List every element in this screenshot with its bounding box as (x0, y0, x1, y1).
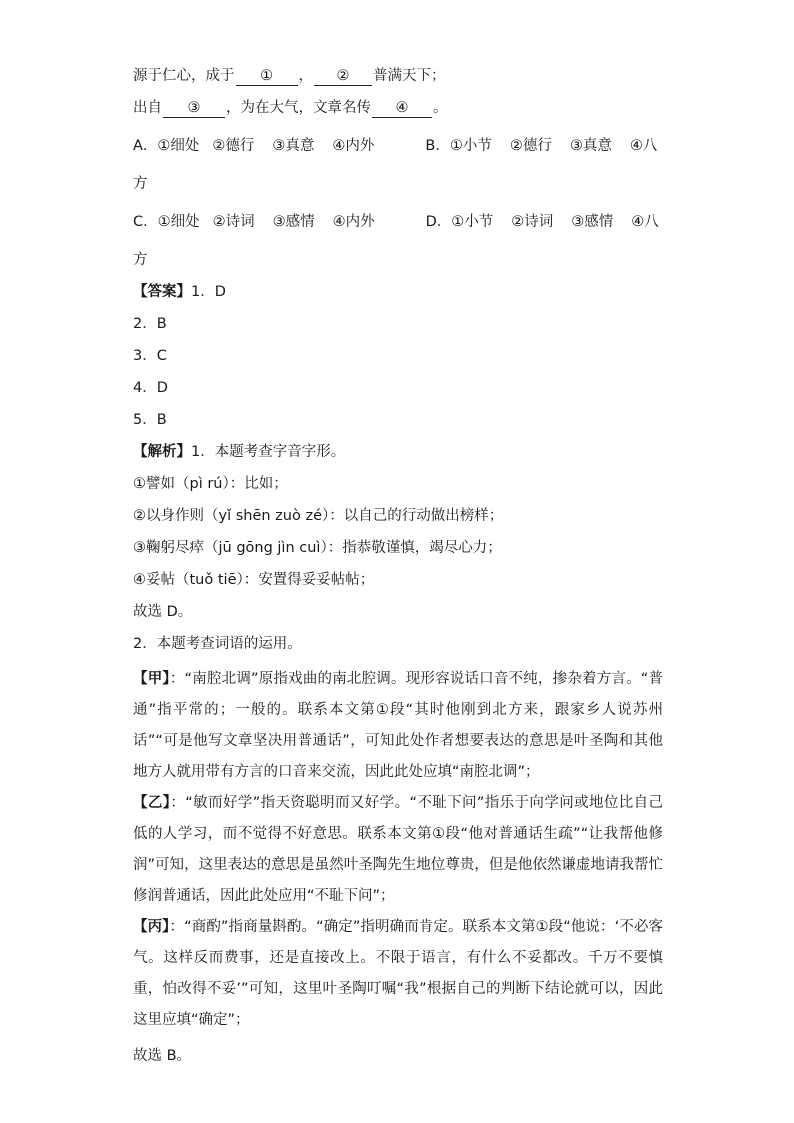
option-a-3: ③真意 (272, 138, 315, 154)
analysis-paragraph-yi (133, 788, 663, 912)
answer-item: 5．B (133, 412, 167, 428)
option-c-3: ③感情 (272, 214, 315, 230)
option-b-label: B． (425, 138, 450, 154)
option-d-3: ③感情 (571, 214, 614, 230)
answer-item: 4．D (133, 380, 168, 396)
verse-text: 源于仁心，成于 (133, 68, 235, 84)
option-a-2: ②德行 (212, 138, 255, 154)
option-d-1: ①小节 (451, 214, 494, 230)
answer-item: 2．B (133, 316, 167, 332)
blank-1: ① (236, 67, 298, 86)
analysis-text: 1．本题考查字音字形。 (191, 444, 346, 460)
option-d-2: ②诗词 (511, 214, 554, 230)
answer-item: 3．C (133, 348, 167, 364)
analysis-line (133, 440, 663, 464)
option-b-3: ③真意 (569, 138, 612, 154)
option-d-label: D． (425, 214, 452, 230)
analysis-text: 故选 D。 (133, 604, 193, 620)
paragraph-text: ：“南腔北调”原指戏曲的南北腔调。现形容说话口音不纯，掺杂着方言。“普通”指平常的；一般的。联系本文第①段“其时他刚到北方来，跟家乡人说苏州话”“可是他写文章坚决用普通话”，可知此处作者想要表达的意思是叶圣陶和其他地方人就用带有方言的口音来交流，因此此处应填“南腔北调”； (133, 671, 663, 780)
answer-item: 1．D (191, 284, 226, 300)
option-a-4: ④内外 (332, 138, 375, 154)
verse-line-2 (133, 96, 663, 120)
option-b-1: ①小节 (449, 138, 492, 154)
option-c-4: ④内外 (332, 214, 375, 230)
option-c-label: C． (133, 214, 158, 230)
analysis-text: 故选 B。 (133, 1048, 192, 1064)
option-c-2: ②诗词 (212, 214, 255, 230)
verse-text: ，为在大气，文章名传 (226, 100, 371, 116)
option-d-wrap: 方 (133, 252, 148, 268)
analysis-text: ②以身作则（yǐ shēn zuò zé）：以自己的行动做出榜样； (133, 508, 504, 524)
analysis-paragraph-jia (133, 664, 663, 788)
verse-text: 出自 (133, 100, 162, 116)
answer-tag: 【答案】 (133, 284, 191, 300)
analysis-paragraph-bing (133, 912, 663, 1036)
option-b-4: ④八 (629, 138, 658, 154)
blank-3: ③ (163, 99, 225, 118)
option-a-label: A． (133, 138, 158, 154)
paragraph-tag: 【甲】 (133, 671, 170, 687)
paragraph-text: ：“敏而好学”指天资聪明而又好学。“不耻下问”指乐于向学问或地位比自己低的人学习，而不觉得不好意思。联系本文第①段“他对普通话生疏”“让我帮他修润”可知，这里表达的意思是虽然叶圣陶先生地位尊贵，但是他依然谦虚地请我帮忙修润普通话，因此此处应用“不耻下问”； (133, 795, 664, 904)
analysis-text: ④妥帖（tuǒ tiē）：安置得妥妥帖帖； (133, 572, 375, 588)
answer-line (133, 280, 663, 304)
paragraph-tag: 【丙】 (133, 919, 170, 935)
verse-text: ， (298, 68, 313, 84)
analysis-tag: 【解析】 (133, 444, 191, 460)
option-c-1: ①细处 (157, 214, 200, 230)
analysis-text: ③鞠躬尽瘁（jū gōng jìn cuì）：指恭敬谨慎，竭尽心力； (133, 540, 502, 556)
option-d-4: ④八 (631, 214, 659, 230)
document-content (133, 64, 663, 1068)
option-a-1: ①细处 (157, 138, 200, 154)
paragraph-tag: 【乙】 (133, 795, 171, 811)
option-row-ab (133, 134, 663, 158)
blank-4: ④ (372, 99, 432, 118)
verse-text: 普满天下； (373, 68, 446, 84)
option-b-2: ②德行 (509, 138, 552, 154)
blank-2: ② (314, 67, 372, 86)
paragraph-text: ：“商酌”指商量斟酌。“确定”指明确而肯定。联系本文第①段“他说：‘不必客气。这样反而费事，还是直接改上。不限于语言，有什么不妥都改。千万不要慎重，怕改得不妥’”可知，这里叶圣陶叮嘱“我”根据自己的判断下结论就可以，因此这里应填“确定”； (133, 919, 663, 1028)
verse-text: 。 (433, 100, 448, 116)
option-b-wrap: 方 (133, 176, 148, 192)
analysis-text: ①譬如（pì rú）：比如； (133, 476, 288, 492)
verse-line-1 (133, 64, 663, 88)
analysis-text: 2．本题考查词语的运用。 (133, 636, 302, 652)
option-row-cd (133, 210, 663, 234)
